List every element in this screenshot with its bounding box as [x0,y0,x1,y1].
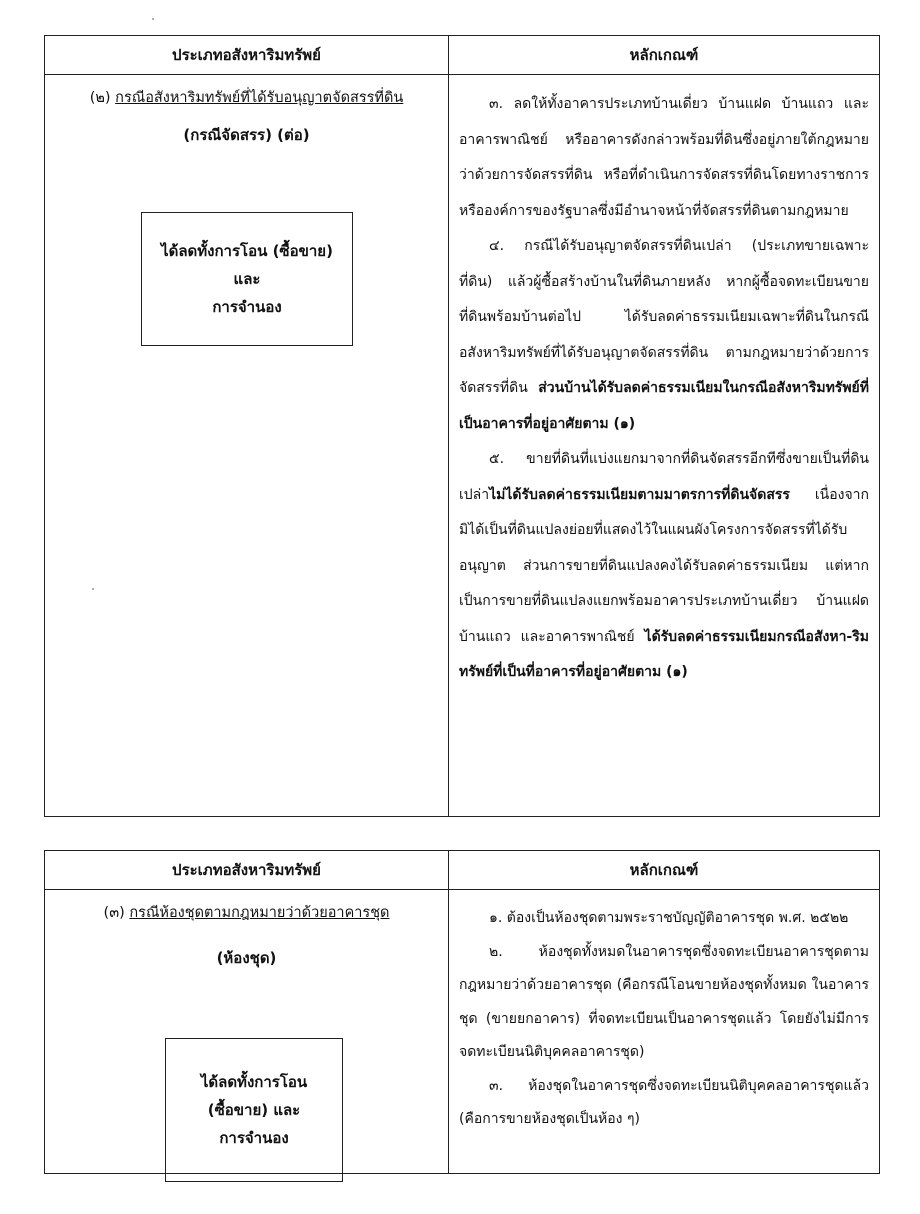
discount-scope-box [165,1038,343,1182]
scan-speck [152,18,154,20]
item-emphasis: ไม่ได้รับลดค่าธรรมเนียมตามมาตรการที่ดินจัดสรร [489,486,790,503]
box-line: ได้ลดทั้งการโอน (ซื้อขาย) [161,242,333,260]
property-type-cell [45,890,449,1174]
category-subtitle: (กรณีจัดสรร) (ต่อ) [183,126,310,144]
header-property-type: ประเภทอสังหาริมทรัพย์ [45,851,449,889]
box-line: และ [233,270,261,288]
box-line: ได้ลดทั้งการโอน [200,1073,308,1091]
item-emphasis: ส่วนบ้านได้รับลดค่าธรรมเนียมในกรณีอสังหาริมทรัพย์ที่เป็นอาคารที่อยู่อาศัยตาม (๑) [459,380,869,432]
criteria-item-2: ๒. ห้องชุดทั้งหมดในอาคารชุดซึ่งจดทะเบียนอาคารชุดตามกฎหมายว่าด้วยอาคารชุด (คือกรณีโอนขายห้องชุดทั้งหมด ในอาคารชุด (ขายยกอาคาร) ที่จดทะเบียนเป็นอาคารชุดแล้ว โดยยังไม่มีการจดทะเบียนนิติบุคคลอาคารชุด) [459,943,869,1060]
header-criteria: หลักเกณฑ์ [629,46,699,64]
criteria-table-2 [44,850,880,1174]
discount-scope-box [141,212,353,346]
box-line: การจำนอง [219,1129,289,1147]
item-emphasis: ได้รับลดค่าธรรมเนียมกรณีอสังหา-ริมทรัพย์ที่เป็นที่อาคารที่อยู่อาศัยตาม (๑) [459,628,869,680]
box-line: (ซื้อขาย) และ [207,1101,301,1119]
criteria-cell [449,75,879,817]
table-body [45,75,879,817]
category-subtitle: (ห้องชุด) [216,949,277,967]
item-text: ๕. ขายที่ดินที่แบ่งแยกมาจากที่ดินจัดสรรอีกทีซึ่งขายเป็นที่ดินเปล่า [459,451,869,503]
item-text: ๔. กรณีได้รับอนุญาตจัดสรรที่ดินเปล่า (ประเภทขายเฉพาะที่ดิน) แล้วผู้ซื้อสร้างบ้านในที่ดินภายหลัง หากผู้ซื้อจดทะเบียนขายที่ดินพร้อมบ้านต่อไป ได้รับลดค่าธรรมเนียมเฉพาะที่ดินในกรณีอสังหาริมทรัพย์ที่ได้รับอนุญาตจัดสรรที่ดิน ตามกฎหมายว่าด้วยการจัดสรรที่ดิน [459,238,869,396]
criteria-item-5 [459,442,869,691]
category-title [45,85,448,111]
item-text: เนื่องจากมิได้เป็นที่ดินแปลงย่อยที่แสดงไว้ในแผนผังโครงการจัดสรรที่ได้รับอนุญาต ส่วนการขายที่ดินแปลงคงได้รับลดค่าธรรมเนียม แต่หากเป็นการขายที่ดินแปลงแยกพร้อมอาคารประเภทบ้านเดี่ยว บ้านแฝด บ้านแถว และอาคารพาณิชย์ [459,486,869,645]
header-property-type: ประเภทอสังหาริมทรัพย์ [45,36,449,74]
category-title [45,900,448,926]
category-name: กรณีอสังหาริมทรัพย์ที่ได้รับอนุญาตจัดสรรที่ดิน [115,90,404,106]
property-type-cell [45,75,449,817]
criteria-table-1 [44,35,880,817]
category-number: (๒) [89,90,111,106]
table-header [45,36,879,75]
criteria-cell [449,890,879,1174]
box-line: การจำนอง [212,298,282,316]
criteria-item-3: ๓. ลดให้ทั้งอาคารประเภทบ้านเดี่ยว บ้านแฝด บ้านแถว และอาคารพาณิชย์ หรืออาคารดังกล่าวพร้อมที่ดินซึ่งอยู่ภายใต้กฎหมายว่าด้วยการจัดสรรที่ดิน หรือที่ดำเนินการจัดสรรที่ดินโดยทางราชการหรือองค์การของรัฐบาลซึ่งมีอำนาจหน้าที่จัดสรรที่ดินตามกฎหมาย [459,96,869,219]
category-number: (๓) [103,905,125,921]
criteria-item-1: ๑. ต้องเป็นห้องชุดตามพระราชบัญญัติอาคารชุด พ.ศ. ๒๕๒๒ [489,910,849,926]
scan-speck [92,588,94,590]
header-criteria: หลักเกณฑ์ [629,861,699,879]
criteria-item-3: ๓. ห้องชุดในอาคารชุดซึ่งจดทะเบียนนิติบุคคลอาคารชุดแล้ว (คือการขายห้องชุดเป็นห้อง ๆ) [459,1077,869,1127]
table-header [45,851,879,890]
category-name: กรณีห้องชุดตามกฎหมายว่าด้วยอาคารชุด [129,905,390,921]
criteria-item-4 [459,229,869,442]
table-body [45,890,879,1174]
